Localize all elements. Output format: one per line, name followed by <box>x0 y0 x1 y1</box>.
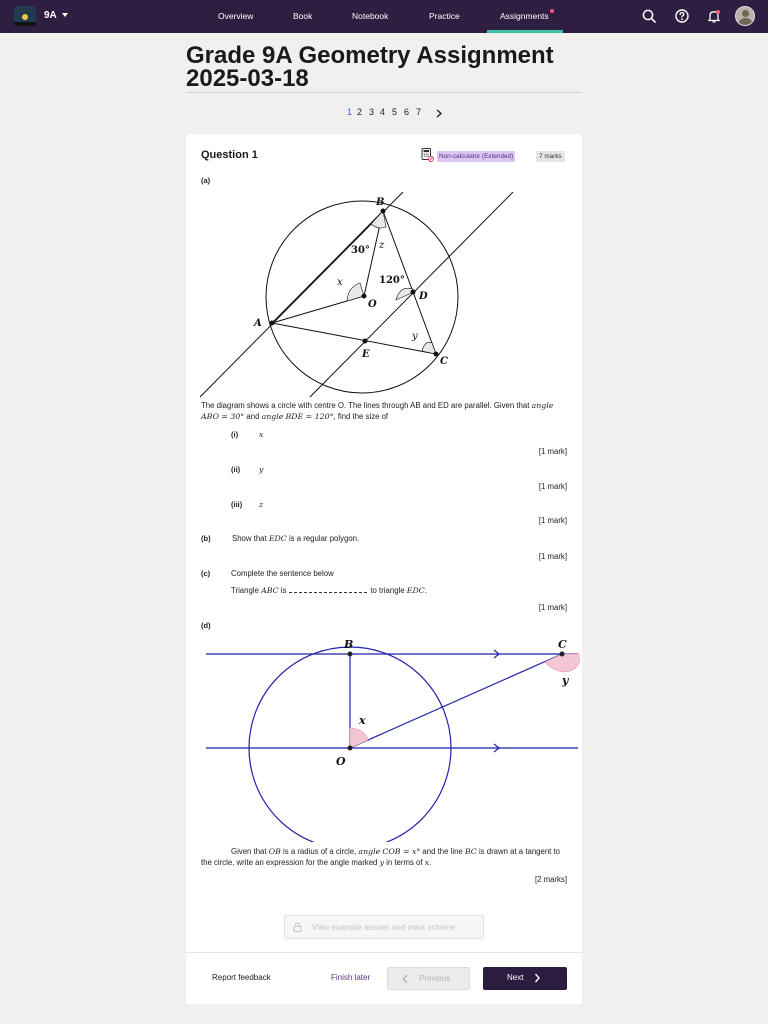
marks-badge: 7 marks <box>536 151 565 162</box>
sub-ii-label: (ii) <box>231 465 241 474</box>
page-link-3[interactable]: 3 <box>369 107 375 117</box>
nav-item-book[interactable]: Book <box>293 11 313 21</box>
calculator-badge: Non-calculator (Extended) <box>439 153 514 160</box>
report-feedback-link[interactable]: Report feedback <box>212 973 271 982</box>
part-c-instruction: Complete the sentence below <box>231 569 334 578</box>
calculator-icon <box>421 148 434 162</box>
app-logo[interactable] <box>14 6 36 26</box>
angle-label-120: 120° <box>379 275 405 286</box>
bell-icon[interactable] <box>706 8 722 24</box>
part-d-t8: . <box>429 858 432 867</box>
point-label-b: B <box>376 197 385 208</box>
view-example-answer-button[interactable] <box>284 915 484 939</box>
part-d-text <box>201 846 571 868</box>
part-d-t2: is a radius of a circle, <box>283 847 357 856</box>
question-title: Question 1 <box>201 149 258 161</box>
part-a-label: (a) <box>201 176 211 185</box>
top-navigation-bar <box>0 0 768 33</box>
part-c-end: . <box>424 586 427 595</box>
sub-iii-mark: [1 mark] <box>538 516 567 525</box>
part-c-math-abc: ABC <box>261 586 279 595</box>
part-d-m4: y <box>379 858 384 867</box>
page-title: Grade 9A Geometry Assignment 2025-03-18 <box>186 42 554 92</box>
part-c-math-edc: EDC <box>406 586 425 595</box>
tangent-circle-diagram <box>200 638 580 842</box>
next-button[interactable] <box>483 967 567 990</box>
sub-iii-label: (iii) <box>231 500 243 509</box>
stem-angle-bde: BDE = 120° <box>285 412 334 421</box>
avatar-head <box>742 10 749 17</box>
sub-iii-var: z <box>259 500 264 509</box>
point-label-a: A <box>254 318 262 329</box>
part-d-t1: Given that <box>231 847 267 856</box>
sub-ii-mark: [1 mark] <box>538 482 567 491</box>
logo-stripe <box>14 22 36 26</box>
avatar-body <box>739 18 752 26</box>
stem-and: and <box>246 412 260 421</box>
part-c-post: to triangle <box>370 586 405 595</box>
class-selector-label[interactable]: 9A <box>44 10 57 21</box>
previous-button-label: Previous <box>419 974 451 983</box>
page-link-7[interactable]: 7 <box>416 107 422 117</box>
part-d-t4: and the line <box>422 847 463 856</box>
point-label-c: C <box>558 638 567 651</box>
part-d-t5: is drawn at a <box>478 847 524 856</box>
answer-blank <box>289 586 367 593</box>
help-icon[interactable] <box>674 8 690 24</box>
stem-that: that <box>516 401 530 410</box>
question-card <box>186 134 582 1004</box>
part-d-m5: x <box>424 858 430 867</box>
part-c-mid: is <box>280 586 287 595</box>
chevron-right-icon <box>534 973 541 983</box>
part-a-stem <box>201 400 571 422</box>
angle-label-y: y <box>412 331 418 342</box>
search-icon[interactable] <box>641 8 657 24</box>
part-d-t7: in terms of <box>386 858 423 867</box>
chevron-left-icon <box>402 974 409 984</box>
point-label-b: B <box>344 638 354 651</box>
part-c-pre: Triangle <box>231 586 259 595</box>
part-c-label: (c) <box>201 569 211 578</box>
finish-later-link[interactable]: Finish later <box>331 973 371 982</box>
nav-item-notebook[interactable]: Notebook <box>352 11 389 21</box>
page-link-4[interactable]: 4 <box>380 107 386 117</box>
title-divider <box>186 92 582 93</box>
logo-mark <box>22 14 28 20</box>
active-nav-indicator <box>487 30 563 33</box>
part-c-sentence <box>231 585 427 596</box>
point-label-o: O <box>336 755 346 768</box>
nav-item-assignments[interactable]: Assignments <box>500 11 549 21</box>
footer-divider <box>186 952 582 953</box>
part-d-m2: COB = x° <box>382 847 421 856</box>
nav-item-overview[interactable]: Overview <box>218 11 254 21</box>
page-link-6[interactable]: 6 <box>404 107 410 117</box>
sub-i-mark: [1 mark] <box>538 447 567 456</box>
part-d-m3: BC <box>464 847 477 856</box>
part-b-pre: Show that <box>232 534 267 543</box>
chevron-down-icon[interactable] <box>62 13 68 17</box>
page-link-2[interactable]: 2 <box>357 107 363 117</box>
stem-angle-word-1: angle <box>531 401 554 410</box>
point-label-o: O <box>368 299 377 310</box>
sub-ii-var: y <box>259 465 264 474</box>
angle-label-z: z <box>379 240 385 251</box>
part-d-t6: tangent to the circle, write an expression for the angle marked <box>201 847 561 867</box>
angle-label-x: x <box>337 277 343 288</box>
sub-i-var: x <box>259 430 264 439</box>
circle-geometry-diagram <box>200 192 520 398</box>
angle-label-y: y <box>562 674 569 687</box>
page-link-5[interactable]: 5 <box>392 107 398 117</box>
angle-label-x: x <box>359 714 366 727</box>
point-label-c: C <box>440 356 448 367</box>
chevron-right-icon[interactable] <box>435 109 443 118</box>
next-button-label: Next <box>507 973 524 982</box>
lock-icon <box>293 922 302 932</box>
part-b-post: is a regular polygon. <box>288 534 360 543</box>
part-b-label: (b) <box>201 534 211 543</box>
stem-angle-word-2: angle <box>261 412 284 421</box>
stem-line-1: The diagram shows a circle with centre O. The lines through AB and ED are parallel. Given <box>201 401 515 410</box>
part-d-label: (d) <box>201 621 211 630</box>
notification-dot <box>550 9 554 13</box>
stem-angle-abo: ABO = 30° <box>201 412 245 421</box>
part-b-math: EDC <box>268 534 287 543</box>
point-label-e: E <box>362 349 370 360</box>
sub-i-label: (i) <box>231 430 239 439</box>
previous-button[interactable] <box>387 967 470 990</box>
part-d-t3: angle <box>358 847 381 856</box>
avatar[interactable] <box>735 6 755 26</box>
part-d-mark: [2 marks] <box>534 875 567 884</box>
view-example-answer-label: View example answer and mark scheme <box>312 923 456 932</box>
part-b-text <box>232 533 359 544</box>
point-label-d: D <box>419 291 428 302</box>
stem-tail: , find the size of <box>333 412 389 421</box>
page-link-1[interactable]: 1 <box>347 107 353 117</box>
angle-label-30: 30° <box>351 245 370 256</box>
part-b-mark: [1 mark] <box>538 552 567 561</box>
part-c-mark: [1 mark] <box>538 603 567 612</box>
part-d-m1: OB <box>268 847 281 856</box>
nav-item-practice[interactable]: Practice <box>429 11 460 21</box>
